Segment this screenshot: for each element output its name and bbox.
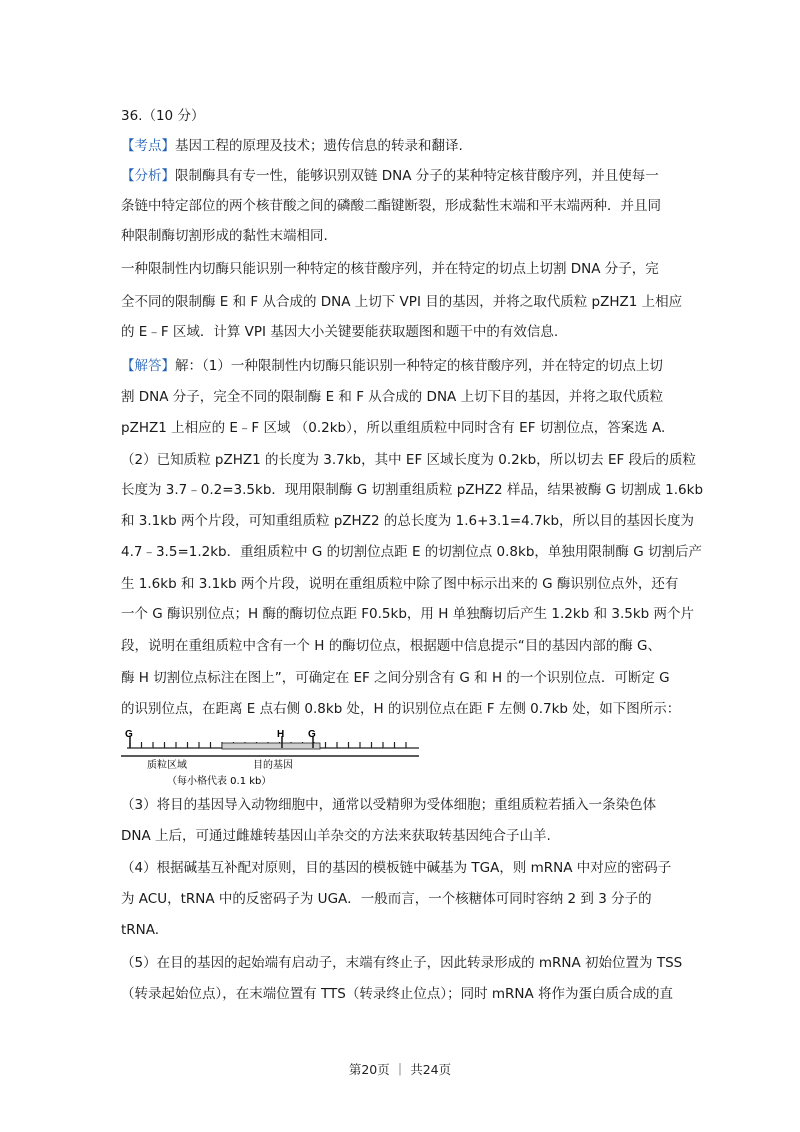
g-left-label: G [125, 729, 133, 740]
g-mid-label: G [308, 729, 316, 740]
fenxi-line-0 [121, 166, 659, 186]
jieda-after-line-3: 为 ACU，tRNA 中的反密码子为 UGA．一般而言，一个核糖体可同时容纳 2 到 3 分子的 [121, 891, 652, 907]
jieda-after-line-0: （3）将目的基因导入动物细胞中，通常以受精卵为受体细胞；重组质粒若插入一条染色体 [121, 797, 657, 813]
kaodian-text: 基因工程的原理及技术；遗传信息的转录和翻译. [175, 138, 463, 154]
jieda-line-8: 一个 G 酶识别位点；H 酶的酶切位点距 F0.5kb，用 H 单独酶切后产生 1.2kb 和 3.5kb 两个片 [121, 606, 695, 622]
jieda-line-3: （2）已知质粒 pZHZ1 的长度为 3.7kb，其中 EF 区域长度为 0.2kb，所以切去 EF 段后的质粒 [121, 452, 697, 468]
jieda-line-6: 4.7﹣3.5=1.2kb．重组质粒中 G 的切割位点距 E 的切割位点 0.8kb，单独用限制酶 G 切割后产 [121, 544, 702, 560]
target-gene-bar [222, 743, 320, 749]
h-label: H [277, 729, 285, 740]
jieda-after-line-6: （转录起始位点），在末端位置有 TTS（转录终止位点）；同时 mRNA 将作为蛋白质合成的直 [121, 986, 674, 1002]
fenxi-line-4: 全不同的限制酶 E 和 F 从合成的 DNA 上切下 VPI 目的基因，并将之取代质粒 pZHZ1 上相应 [121, 294, 683, 310]
fenxi-line-5: 的 E﹣F 区域．计算 VPI 基因大小关键要能获取题图和题干中的有效信息. [121, 324, 559, 340]
fenxi-line-2: 种限制酶切割形成的黏性末端相同. [121, 228, 328, 244]
jieda-text: 解：（1）一种限制性内切酶只能识别一种特定的核苷酸序列，并在特定的切点上切 [175, 358, 663, 374]
jieda-after-line-2: （4）根据碱基互补配对原则，目的基因的模板链中碱基为 TGA，则 mRNA 中对应的密码子 [121, 860, 672, 876]
fenxi-line-3: 一种限制性内切酶只能识别一种特定的核苷酸序列，并在特定的切点上切割 DNA 分子，完 [121, 261, 659, 277]
jieda-after-line-4: tRNA. [121, 922, 160, 938]
scale-label: （每小格代表 0.1 kb） [167, 776, 272, 787]
jieda-line-1: 割 DNA 分子，完全不同的限制酶 E 和 F 从合成的 DNA 上切下目的基因，并将之取代质粒 [121, 389, 664, 405]
jieda-line-10: 酶 H 切割位点标注在图上”，可确定在 EF 之间分别含有 G 和 H 的一个识别位点．可断定 G [121, 670, 670, 686]
fenxi-line-1: 条链中特定部位的两个核苷酸之间的磷酸二酯键断裂，形成黏性末端和平末端两种．并且同 [121, 198, 661, 214]
question-number: 36.（10 分） [121, 108, 205, 124]
plasmid-region-label: 质粒区域 [147, 760, 187, 771]
kaodian-line [121, 136, 463, 156]
jieda-after-line-5: （5）在目的基因的起始端有启动子，末端有终止子，因此转录形成的 mRNA 初始位置为 TSS [121, 955, 683, 971]
jieda-line-4: 长度为 3.7﹣0.2=3.5kb．现用限制酶 G 切割重组质粒 pZHZ2 样品，结果被酶 G 切割成 1.6kb [121, 482, 704, 498]
jieda-line-11: 的识别位点，在距离 E 点右侧 0.8kb 处，H 的识别位点在距 F 左侧 0.7kb 处，如下图所示： [121, 701, 681, 717]
jieda-line-9: 段，说明在重组质粒中含有一个 H 的酶切位点，根据题中信息提示“目的基因内部的酶 G、 [121, 638, 661, 654]
jieda-after-line-1: DNA 上后，可通过雌雄转基因山羊杂交的方法来获取转基因纯合子山羊. [121, 828, 551, 844]
kaodian-tag: 【考点】 [121, 138, 175, 154]
fenxi-tag: 【分析】 [121, 168, 175, 184]
jieda-line-0 [121, 356, 663, 376]
jieda-tag: 【解答】 [121, 358, 175, 374]
jieda-line-2: pZHZ1 上相应的 E﹣F 区域 （0.2kb），所以重组质粒中同时含有 EF 切割位点，答案选 A. [121, 420, 666, 436]
fenxi-text: 限制酶具有专一性，能够识别双链 DNA 分子的某种特定核苷酸序列，并且使每一 [175, 168, 659, 184]
jieda-line-7: 生 1.6kb 和 3.1kb 两个片段，说明在重组质粒中除了图中标示出来的 G 酶识别位点外，还有 [121, 576, 679, 592]
jieda-line-5: 和 3.1kb 两个片段，可知重组质粒 pZHZ2 的总长度为 1.6+3.1=4.7kb，所以目的基因长度为 [121, 513, 695, 529]
gene-map-diagram [121, 728, 421, 788]
page-footer: 第20页 ｜ 共24页 [348, 1062, 452, 1077]
target-gene-label: 目的基因 [253, 760, 293, 771]
